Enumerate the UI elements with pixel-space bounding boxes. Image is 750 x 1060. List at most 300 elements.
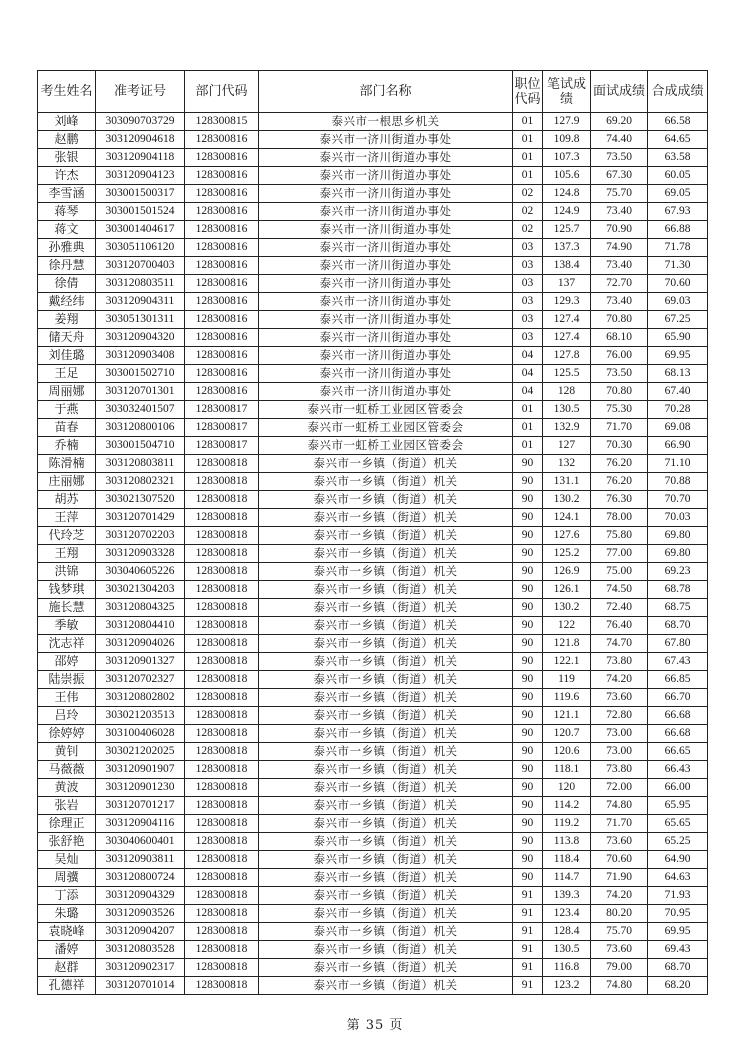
cell-interview: 71.70 [591, 419, 648, 437]
cell-dept-name: 泰兴市一济川街道办事处 [259, 203, 513, 221]
cell-written: 130.2 [543, 491, 591, 509]
cell-position-code: 90 [513, 851, 543, 869]
cell-name: 胡苏 [38, 491, 96, 509]
cell-total: 69.05 [648, 185, 708, 203]
cell-ticket: 303120901327 [96, 653, 185, 671]
table-row [38, 311, 708, 329]
cell-dept-code: 128300818 [185, 761, 259, 779]
cell-name: 吕玲 [38, 707, 96, 725]
cell-interview: 73.50 [591, 365, 648, 383]
cell-written: 114.7 [543, 869, 591, 887]
cell-dept-name: 泰兴市一乡镇（街道）机关 [259, 869, 513, 887]
cell-name: 徐丹慧 [38, 257, 96, 275]
cell-written: 127.4 [543, 311, 591, 329]
cell-name: 徐婷婷 [38, 725, 96, 743]
cell-dept-name: 泰兴市一济川街道办事处 [259, 347, 513, 365]
table-row [38, 707, 708, 725]
cell-total: 69.08 [648, 419, 708, 437]
cell-dept-code: 128300816 [185, 311, 259, 329]
header-dept-name: 部门名称 [259, 71, 513, 113]
cell-position-code: 90 [513, 779, 543, 797]
table-row [38, 977, 708, 995]
cell-total: 68.75 [648, 599, 708, 617]
cell-position-code: 91 [513, 959, 543, 977]
cell-ticket: 303120903408 [96, 347, 185, 365]
cell-dept-code: 128300818 [185, 833, 259, 851]
cell-interview: 72.00 [591, 779, 648, 797]
cell-position-code: 03 [513, 329, 543, 347]
cell-ticket: 303100406028 [96, 725, 185, 743]
cell-position-code: 90 [513, 473, 543, 491]
cell-interview: 74.20 [591, 887, 648, 905]
cell-dept-code: 128300818 [185, 653, 259, 671]
cell-position-code: 90 [513, 815, 543, 833]
cell-interview: 73.00 [591, 743, 648, 761]
cell-dept-code: 128300818 [185, 815, 259, 833]
cell-name: 王萍 [38, 509, 96, 527]
cell-total: 64.65 [648, 131, 708, 149]
cell-name: 张银 [38, 149, 96, 167]
cell-dept-code: 128300816 [185, 239, 259, 257]
cell-position-code: 91 [513, 977, 543, 995]
cell-position-code: 03 [513, 311, 543, 329]
cell-ticket: 303120904329 [96, 887, 185, 905]
cell-position-code: 91 [513, 923, 543, 941]
cell-dept-name: 泰兴市一乡镇（街道）机关 [259, 653, 513, 671]
cell-interview: 74.40 [591, 131, 648, 149]
cell-dept-name: 泰兴市一虹桥工业园区管委会 [259, 401, 513, 419]
cell-total: 70.03 [648, 509, 708, 527]
cell-interview: 73.40 [591, 293, 648, 311]
cell-total: 70.28 [648, 401, 708, 419]
cell-interview: 76.40 [591, 617, 648, 635]
cell-interview: 78.00 [591, 509, 648, 527]
cell-name: 王伟 [38, 689, 96, 707]
cell-name: 储天舟 [38, 329, 96, 347]
cell-name: 周骥 [38, 869, 96, 887]
cell-total: 69.23 [648, 563, 708, 581]
header-interview-score: 面试成绩 [591, 71, 648, 113]
cell-interview: 74.90 [591, 239, 648, 257]
score-table-container [37, 70, 708, 995]
cell-written: 129.3 [543, 293, 591, 311]
cell-interview: 70.30 [591, 437, 648, 455]
cell-ticket: 303040605226 [96, 563, 185, 581]
cell-dept-code: 128300818 [185, 941, 259, 959]
table-row [38, 473, 708, 491]
table-row [38, 365, 708, 383]
cell-dept-name: 泰兴市一乡镇（街道）机关 [259, 707, 513, 725]
cell-dept-name: 泰兴市一乡镇（街道）机关 [259, 743, 513, 761]
cell-name: 孙雅典 [38, 239, 96, 257]
cell-ticket: 303120803511 [96, 275, 185, 293]
cell-total: 71.30 [648, 257, 708, 275]
cell-dept-name: 泰兴市一济川街道办事处 [259, 167, 513, 185]
table-row [38, 941, 708, 959]
cell-name: 蒋文 [38, 221, 96, 239]
cell-interview: 73.80 [591, 761, 648, 779]
cell-dept-name: 泰兴市一乡镇（街道）机关 [259, 689, 513, 707]
cell-position-code: 90 [513, 581, 543, 599]
cell-position-code: 01 [513, 113, 543, 131]
table-row [38, 239, 708, 257]
cell-interview: 76.30 [591, 491, 648, 509]
cell-dept-name: 泰兴市一济川街道办事处 [259, 257, 513, 275]
cell-ticket: 303120800724 [96, 869, 185, 887]
cell-written: 119 [543, 671, 591, 689]
cell-dept-code: 128300818 [185, 563, 259, 581]
cell-ticket: 303120803528 [96, 941, 185, 959]
cell-name: 黄钊 [38, 743, 96, 761]
cell-dept-code: 128300815 [185, 113, 259, 131]
cell-dept-name: 泰兴市一乡镇（街道）机关 [259, 725, 513, 743]
cell-position-code: 90 [513, 725, 543, 743]
cell-interview: 74.20 [591, 671, 648, 689]
cell-interview: 73.80 [591, 653, 648, 671]
cell-ticket: 303120904311 [96, 293, 185, 311]
cell-written: 127 [543, 437, 591, 455]
cell-interview: 75.00 [591, 563, 648, 581]
cell-dept-name: 泰兴市一乡镇（街道）机关 [259, 527, 513, 545]
cell-dept-code: 128300818 [185, 905, 259, 923]
cell-ticket: 303021203513 [96, 707, 185, 725]
cell-total: 71.93 [648, 887, 708, 905]
cell-written: 125.7 [543, 221, 591, 239]
cell-dept-name: 泰兴市一乡镇（街道）机关 [259, 617, 513, 635]
cell-name: 刘峰 [38, 113, 96, 131]
table-row [38, 509, 708, 527]
cell-position-code: 90 [513, 743, 543, 761]
cell-position-code: 90 [513, 653, 543, 671]
header-total-score: 合成成绩 [648, 71, 708, 113]
cell-ticket: 303120903328 [96, 545, 185, 563]
cell-written: 122 [543, 617, 591, 635]
cell-dept-name: 泰兴市一乡镇（街道）机关 [259, 941, 513, 959]
table-row [38, 635, 708, 653]
cell-dept-name: 泰兴市一乡镇（街道）机关 [259, 797, 513, 815]
cell-written: 113.8 [543, 833, 591, 851]
cell-interview: 68.10 [591, 329, 648, 347]
cell-dept-code: 128300818 [185, 617, 259, 635]
cell-interview: 70.80 [591, 383, 648, 401]
cell-ticket: 303120904118 [96, 149, 185, 167]
header-position-code: 职位 代码 [513, 71, 543, 113]
cell-ticket: 303040600401 [96, 833, 185, 851]
cell-dept-name: 泰兴市一济川街道办事处 [259, 131, 513, 149]
cell-written: 130.2 [543, 599, 591, 617]
score-table [37, 70, 708, 995]
cell-position-code: 03 [513, 275, 543, 293]
table-row [38, 653, 708, 671]
cell-written: 130.5 [543, 401, 591, 419]
cell-name: 蒋琴 [38, 203, 96, 221]
cell-total: 63.58 [648, 149, 708, 167]
cell-ticket: 303120701429 [96, 509, 185, 527]
cell-name: 周丽娜 [38, 383, 96, 401]
cell-total: 65.25 [648, 833, 708, 851]
cell-interview: 73.60 [591, 689, 648, 707]
cell-ticket: 303120701014 [96, 977, 185, 995]
cell-written: 132.9 [543, 419, 591, 437]
cell-interview: 70.60 [591, 851, 648, 869]
cell-written: 124.8 [543, 185, 591, 203]
cell-total: 69.80 [648, 527, 708, 545]
cell-written: 120.6 [543, 743, 591, 761]
cell-position-code: 90 [513, 635, 543, 653]
cell-position-code: 90 [513, 455, 543, 473]
cell-dept-name: 泰兴市一根思乡机关 [259, 113, 513, 131]
cell-written: 125.2 [543, 545, 591, 563]
table-row [38, 779, 708, 797]
cell-written: 121.8 [543, 635, 591, 653]
cell-written: 127.6 [543, 527, 591, 545]
table-row [38, 959, 708, 977]
cell-name: 朱璐 [38, 905, 96, 923]
cell-dept-name: 泰兴市一乡镇（街道）机关 [259, 545, 513, 563]
cell-total: 66.90 [648, 437, 708, 455]
cell-dept-code: 128300818 [185, 977, 259, 995]
cell-written: 127.4 [543, 329, 591, 347]
cell-total: 69.03 [648, 293, 708, 311]
cell-name: 丁添 [38, 887, 96, 905]
cell-position-code: 02 [513, 185, 543, 203]
cell-name: 黄波 [38, 779, 96, 797]
cell-total: 70.60 [648, 275, 708, 293]
cell-interview: 75.80 [591, 527, 648, 545]
cell-dept-code: 128300818 [185, 581, 259, 599]
cell-position-code: 90 [513, 509, 543, 527]
cell-dept-name: 泰兴市一乡镇（街道）机关 [259, 473, 513, 491]
cell-position-code: 04 [513, 383, 543, 401]
cell-name: 潘婷 [38, 941, 96, 959]
cell-written: 118.4 [543, 851, 591, 869]
cell-ticket: 303051106120 [96, 239, 185, 257]
cell-ticket: 303120804325 [96, 599, 185, 617]
cell-interview: 75.70 [591, 923, 648, 941]
cell-dept-code: 128300817 [185, 401, 259, 419]
cell-total: 65.65 [648, 815, 708, 833]
cell-dept-name: 泰兴市一济川街道办事处 [259, 293, 513, 311]
table-row [38, 689, 708, 707]
cell-interview: 74.50 [591, 581, 648, 599]
cell-interview: 71.90 [591, 869, 648, 887]
cell-total: 66.00 [648, 779, 708, 797]
cell-total: 66.70 [648, 689, 708, 707]
cell-position-code: 01 [513, 419, 543, 437]
cell-name: 邵婷 [38, 653, 96, 671]
cell-name: 姜翔 [38, 311, 96, 329]
table-row [38, 113, 708, 131]
cell-dept-code: 128300818 [185, 455, 259, 473]
table-header-row [38, 71, 708, 113]
cell-interview: 70.90 [591, 221, 648, 239]
cell-dept-code: 128300818 [185, 509, 259, 527]
cell-dept-code: 128300818 [185, 959, 259, 977]
cell-position-code: 90 [513, 671, 543, 689]
cell-written: 127.8 [543, 347, 591, 365]
table-row [38, 887, 708, 905]
cell-position-code: 91 [513, 887, 543, 905]
cell-dept-name: 泰兴市一乡镇（街道）机关 [259, 959, 513, 977]
cell-dept-name: 泰兴市一济川街道办事处 [259, 383, 513, 401]
table-row [38, 257, 708, 275]
cell-interview: 72.70 [591, 275, 648, 293]
cell-name: 王翔 [38, 545, 96, 563]
cell-ticket: 303120701301 [96, 383, 185, 401]
cell-dept-code: 128300816 [185, 203, 259, 221]
cell-name: 乔楠 [38, 437, 96, 455]
cell-name: 钱梦琪 [38, 581, 96, 599]
cell-ticket: 303120903811 [96, 851, 185, 869]
cell-total: 66.88 [648, 221, 708, 239]
cell-interview: 75.70 [591, 185, 648, 203]
cell-position-code: 90 [513, 689, 543, 707]
cell-written: 109.8 [543, 131, 591, 149]
cell-dept-name: 泰兴市一乡镇（街道）机关 [259, 671, 513, 689]
cell-written: 124.9 [543, 203, 591, 221]
cell-ticket: 303120802321 [96, 473, 185, 491]
cell-interview: 74.80 [591, 797, 648, 815]
cell-ticket: 303001500317 [96, 185, 185, 203]
table-row [38, 869, 708, 887]
cell-dept-code: 128300816 [185, 275, 259, 293]
page-number: 第 35 页 [346, 1018, 404, 1033]
table-row [38, 131, 708, 149]
cell-dept-name: 泰兴市一虹桥工业园区管委会 [259, 437, 513, 455]
cell-interview: 73.60 [591, 941, 648, 959]
cell-ticket: 303120904320 [96, 329, 185, 347]
cell-ticket: 303021307520 [96, 491, 185, 509]
cell-dept-name: 泰兴市一济川街道办事处 [259, 185, 513, 203]
cell-dept-name: 泰兴市一虹桥工业园区管委会 [259, 419, 513, 437]
cell-position-code: 02 [513, 203, 543, 221]
cell-position-code: 90 [513, 599, 543, 617]
cell-ticket: 303120904116 [96, 815, 185, 833]
cell-total: 67.25 [648, 311, 708, 329]
cell-total: 70.95 [648, 905, 708, 923]
cell-position-code: 90 [513, 545, 543, 563]
cell-dept-name: 泰兴市一济川街道办事处 [259, 311, 513, 329]
cell-interview: 73.40 [591, 257, 648, 275]
cell-dept-name: 泰兴市一乡镇（街道）机关 [259, 779, 513, 797]
cell-dept-code: 128300818 [185, 635, 259, 653]
cell-written: 124.1 [543, 509, 591, 527]
cell-interview: 80.20 [591, 905, 648, 923]
cell-dept-code: 128300818 [185, 491, 259, 509]
table-row [38, 221, 708, 239]
cell-interview: 69.20 [591, 113, 648, 131]
cell-dept-name: 泰兴市一乡镇（街道）机关 [259, 923, 513, 941]
cell-interview: 77.00 [591, 545, 648, 563]
cell-dept-name: 泰兴市一济川街道办事处 [259, 221, 513, 239]
cell-position-code: 03 [513, 257, 543, 275]
cell-total: 71.78 [648, 239, 708, 257]
cell-name: 施长慧 [38, 599, 96, 617]
cell-name: 孔德祥 [38, 977, 96, 995]
cell-name: 徐倩 [38, 275, 96, 293]
cell-position-code: 01 [513, 167, 543, 185]
cell-dept-code: 128300818 [185, 689, 259, 707]
cell-dept-name: 泰兴市一乡镇（街道）机关 [259, 491, 513, 509]
cell-ticket: 303021202025 [96, 743, 185, 761]
cell-ticket: 303021304203 [96, 581, 185, 599]
cell-total: 66.43 [648, 761, 708, 779]
cell-position-code: 04 [513, 365, 543, 383]
table-row [38, 905, 708, 923]
cell-position-code: 91 [513, 941, 543, 959]
cell-position-code: 90 [513, 833, 543, 851]
cell-written: 128.4 [543, 923, 591, 941]
table-row [38, 725, 708, 743]
cell-dept-code: 128300818 [185, 743, 259, 761]
cell-name: 戴经纬 [38, 293, 96, 311]
cell-ticket: 303120903526 [96, 905, 185, 923]
cell-position-code: 01 [513, 401, 543, 419]
cell-ticket: 303120700403 [96, 257, 185, 275]
cell-written: 116.8 [543, 959, 591, 977]
cell-dept-code: 128300818 [185, 473, 259, 491]
cell-dept-name: 泰兴市一济川街道办事处 [259, 239, 513, 257]
cell-total: 64.90 [648, 851, 708, 869]
cell-name: 许杰 [38, 167, 96, 185]
table-row [38, 347, 708, 365]
cell-dept-name: 泰兴市一乡镇（街道）机关 [259, 833, 513, 851]
cell-written: 138.4 [543, 257, 591, 275]
header-dept-code: 部门代码 [185, 71, 259, 113]
cell-interview: 74.80 [591, 977, 648, 995]
cell-position-code: 90 [513, 527, 543, 545]
cell-interview: 73.50 [591, 149, 648, 167]
cell-dept-code: 128300816 [185, 149, 259, 167]
cell-written: 118.1 [543, 761, 591, 779]
cell-name: 洪锦 [38, 563, 96, 581]
cell-written: 120.7 [543, 725, 591, 743]
cell-dept-code: 128300818 [185, 527, 259, 545]
cell-name: 沈志祥 [38, 635, 96, 653]
cell-dept-code: 128300816 [185, 257, 259, 275]
cell-interview: 76.20 [591, 473, 648, 491]
cell-written: 123.4 [543, 905, 591, 923]
cell-dept-name: 泰兴市一济川街道办事处 [259, 149, 513, 167]
cell-position-code: 03 [513, 239, 543, 257]
cell-ticket: 303120800106 [96, 419, 185, 437]
cell-total: 71.10 [648, 455, 708, 473]
cell-written: 128 [543, 383, 591, 401]
cell-dept-code: 128300816 [185, 167, 259, 185]
cell-name: 代玲芝 [38, 527, 96, 545]
cell-dept-name: 泰兴市一乡镇（街道）机关 [259, 455, 513, 473]
header-ticket-number: 准考证号 [96, 71, 185, 113]
cell-dept-code: 128300818 [185, 599, 259, 617]
table-row [38, 401, 708, 419]
cell-position-code: 90 [513, 797, 543, 815]
cell-dept-code: 128300816 [185, 347, 259, 365]
cell-ticket: 303090703729 [96, 113, 185, 131]
cell-ticket: 303120904123 [96, 167, 185, 185]
cell-dept-code: 128300818 [185, 779, 259, 797]
cell-name: 陆崇振 [38, 671, 96, 689]
table-row [38, 599, 708, 617]
cell-total: 66.58 [648, 113, 708, 131]
cell-dept-code: 128300818 [185, 545, 259, 563]
table-row [38, 491, 708, 509]
cell-written: 119.2 [543, 815, 591, 833]
cell-ticket: 303051301311 [96, 311, 185, 329]
table-row [38, 671, 708, 689]
cell-ticket: 303001501524 [96, 203, 185, 221]
table-row [38, 563, 708, 581]
cell-written: 107.3 [543, 149, 591, 167]
